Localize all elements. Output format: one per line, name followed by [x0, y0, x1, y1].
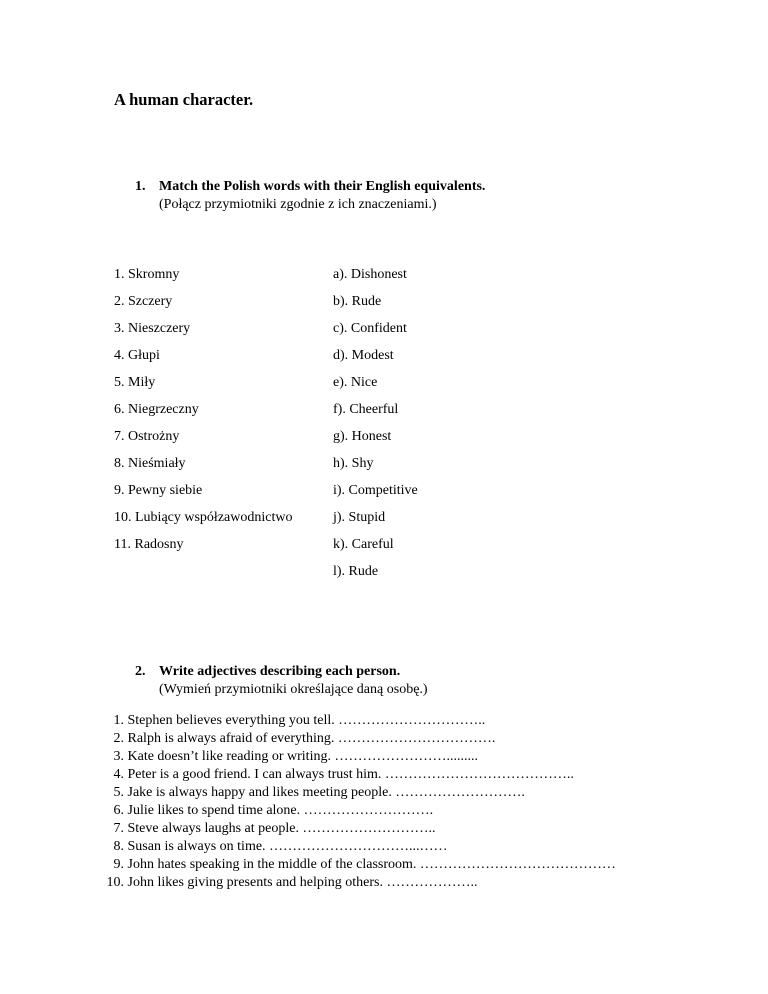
sentence-item: [100, 785, 525, 801]
sentence-number: 3.: [113, 749, 124, 764]
sentence-number: 4.: [113, 767, 124, 782]
english-word: d). Modest: [333, 348, 394, 363]
english-word: i). Competitive: [333, 483, 418, 498]
english-word: e). Nice: [333, 375, 378, 390]
sentence-text: Jake is always happy and likes meeting people. ……………………….: [127, 785, 525, 800]
sentence-item: [100, 803, 433, 819]
polish-word: 1. Skromny: [114, 267, 180, 282]
polish-word: 9. Pewny siebie: [114, 483, 203, 498]
polish-word: 10. Lubiący współzawodnictwo: [114, 510, 293, 525]
polish-word: 3. Nieszczery: [114, 321, 191, 336]
english-word: g). Honest: [333, 429, 392, 444]
polish-word: 6. Niegrzeczny: [114, 402, 199, 417]
sentence-number: 10.: [106, 875, 124, 890]
sentence-number: 1.: [113, 713, 124, 728]
sentence-number: 9.: [113, 857, 124, 872]
section-2-number: 2.: [135, 664, 146, 679]
sentence-text: John likes giving presents and helping others. ………………..: [127, 875, 478, 890]
sentence-item: [100, 857, 616, 873]
sentence-text: Susan is always on time. …………………………...……: [127, 839, 448, 854]
english-word: h). Shy: [333, 456, 374, 471]
english-word: l). Rude: [333, 564, 379, 579]
sentence-text: John hates speaking in the middle of the classroom. ……………………………………: [127, 857, 616, 872]
sentence-number: 5.: [113, 785, 124, 800]
section-1-number: 1.: [135, 179, 146, 194]
english-word: b). Rude: [333, 294, 382, 309]
section-2-subheading: (Wymień przymiotniki określające daną osobę.): [159, 682, 428, 697]
sentence-text: Stephen believes everything you tell. …………………………..: [127, 713, 486, 728]
sentence-item: [100, 839, 448, 855]
sentence-text: Kate doesn’t like reading or writing. …………………….........: [127, 749, 478, 764]
sentence-item: [100, 875, 477, 891]
sentence-item: [100, 713, 485, 729]
sentence-text: Steve always laughs at people. ………………………..: [127, 821, 436, 836]
section-2-heading: Write adjectives describing each person.: [159, 664, 401, 679]
sentence-item: [100, 731, 495, 747]
english-word: c). Confident: [333, 321, 407, 336]
sentence-number: 8.: [113, 839, 124, 854]
sentence-item: [100, 821, 435, 837]
page-title: A human character.: [114, 90, 254, 109]
sentence-text: Julie likes to spend time alone. ……………………….: [127, 803, 434, 818]
section-1-subheading: (Połącz przymiotniki zgodnie z ich znaczeniami.): [159, 197, 437, 212]
sentence-text: Peter is a good friend. I can always trust him. …………………………………..: [127, 767, 574, 782]
sentence-text: Ralph is always afraid of everything. …………………………….: [127, 731, 496, 746]
english-word: a). Dishonest: [333, 267, 407, 282]
sentence-number: 7.: [113, 821, 124, 836]
sentence-item: [100, 749, 478, 765]
polish-word: 8. Nieśmiały: [114, 456, 186, 471]
section-1-heading: Match the Polish words with their English equivalents.: [159, 179, 486, 194]
polish-word: 4. Głupi: [114, 348, 160, 363]
sentence-number: 6.: [113, 803, 124, 818]
english-word: f). Cheerful: [333, 402, 399, 417]
polish-word: 7. Ostrożny: [114, 429, 180, 444]
sentence-number: 2.: [113, 731, 124, 746]
english-word: k). Careful: [333, 537, 394, 552]
polish-word: 5. Miły: [114, 375, 156, 390]
polish-word: 11. Radosny: [114, 537, 184, 552]
polish-word: 2. Szczery: [114, 294, 173, 309]
english-word: j). Stupid: [333, 510, 386, 525]
sentence-item: [100, 767, 574, 783]
